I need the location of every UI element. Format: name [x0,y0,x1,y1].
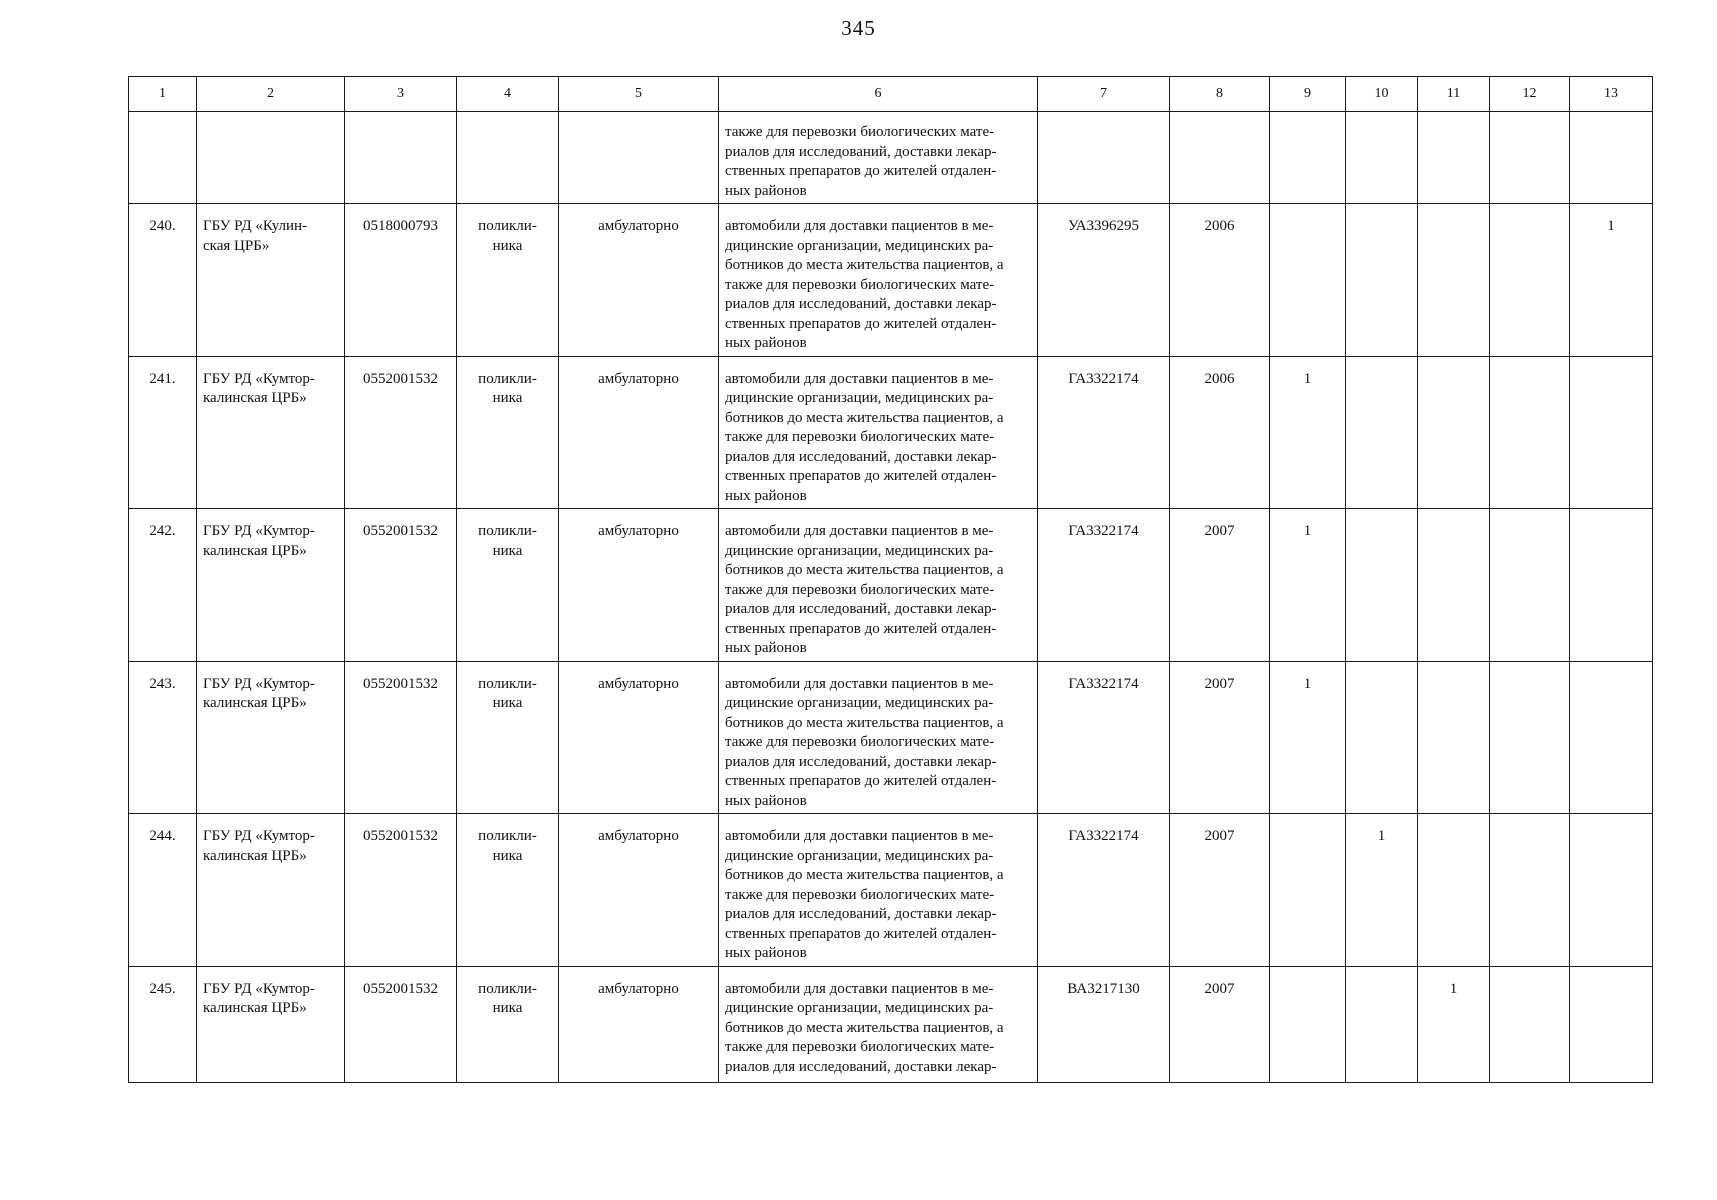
description-text: также для перевозки биологических мате- риалов для исследований, доставки лекар- ственных препаратов до жителей отдален- ных районов [725,124,997,199]
cell-col13 [1570,509,1653,662]
cell-org [197,509,345,662]
cell-col9 [1270,204,1346,357]
cell-col9 [1270,509,1346,662]
cell-col9 [1270,661,1346,814]
cell-num [129,509,197,662]
cell-org [197,356,345,509]
cell-inn [345,966,457,1082]
vehicle-registry-table [128,76,1653,1083]
cell-description [719,112,1038,204]
column-number-header-row [129,77,1653,112]
cell-col12 [1490,204,1570,357]
cell-num-text: 241. [149,370,176,387]
column-header: 1 [129,77,197,112]
cell-model [1038,356,1170,509]
table-row [129,356,1653,509]
cell-org-text: ГБУ РД «Кумтор- калинская ЦРБ» [203,523,315,559]
cell-num-text: 244. [149,828,176,844]
cell-col12 [1490,112,1570,204]
cell-inn-text: 0552001532 [363,370,438,387]
cell-col9-text: 1 [1303,675,1312,692]
cell-col13 [1570,112,1653,204]
cell-type [457,112,559,204]
cell-description-text: автомобили для доставки пациентов в ме- дицинские организации, медицинских ра- ботников до места жительства пациентов, а также для перевозки биологических мате- риалов для исследований, доставки лекар- ственных препаратов до жителей отдален- ных районов [725,675,1004,809]
cell-type-text: поликли- ника [478,828,537,864]
cell-col13 [1570,966,1653,1082]
cell-type-text: поликли- ника [478,523,537,559]
cell-inn-text: 0552001532 [363,828,438,844]
cell-col11 [1418,356,1490,509]
cell-inn [345,204,457,357]
cell-org-text: ГБУ РД «Кумтор- калинская ЦРБ» [203,828,315,864]
cell-col13 [1570,204,1653,357]
cell-org [197,966,345,1082]
cell-description [719,661,1038,814]
cell-inn [345,814,457,967]
cell-col9 [1270,112,1346,204]
cell-year [1170,112,1270,204]
column-header: 6 [719,77,1038,112]
cell-type [457,356,559,509]
cell-inn [345,509,457,662]
cell-condition [559,356,719,509]
cell-col12 [1490,966,1570,1082]
table-row [129,204,1653,357]
cell-condition-text: амбулаторно [598,675,679,692]
cell-col11 [1418,204,1490,357]
cell-col13 [1570,661,1653,814]
cell-inn-text: 0518000793 [363,218,438,234]
cell-model [1038,661,1170,814]
cell-year [1170,204,1270,357]
cell-condition-text: амбулаторно [598,828,679,844]
cell-type-text: поликли- ника [478,218,537,254]
cell-inn-text: 0552001532 [363,523,438,539]
cell-year-text: 2007 [1204,523,1235,539]
cell-col11 [1418,661,1490,814]
cell-condition [559,966,719,1082]
table-row [129,509,1653,662]
cell-description [719,204,1038,357]
cell-col11 [1418,814,1490,967]
cell-condition [559,204,719,357]
column-header: 2 [197,77,345,112]
cell-description-text: автомобили для доставки пациентов в ме- дицинские организации, медицинских ра- ботников до места жительства пациентов, а также для перевозки биологических мате- риалов для исследований, доставки лекар- ственных препаратов до жителей отдален- ных районов [725,218,1004,351]
cell-col10-text: 1 [1377,828,1386,844]
cell-type [457,509,559,662]
cell-org-text: ГБУ РД «Кумтор- калинская ЦРБ» [203,370,315,406]
cell-org [197,814,345,967]
cell-year [1170,814,1270,967]
cell-condition [559,661,719,814]
cell-description-text: автомобили для доставки пациентов в ме- дицинские организации, медицинских ра- ботников до места жительства пациентов, а также для перевозки биологических мате- риалов для исследований, доставки лекар- ственных препаратов до жителей отдален- ных районов [725,828,1004,961]
cell-model-text: ГА3322174 [1068,828,1139,844]
cell-col11 [1418,966,1490,1082]
table-row [129,814,1653,967]
cell-year-text: 2007 [1204,980,1235,997]
cell-inn-text: 0552001532 [363,980,438,997]
table-row [129,966,1653,1082]
cell-col12 [1490,509,1570,662]
table-row-continuation [129,112,1653,204]
column-header: 9 [1270,77,1346,112]
cell-year-text: 2006 [1204,370,1235,387]
cell-model [1038,966,1170,1082]
cell-col9 [1270,356,1346,509]
cell-model-text: ГА3322174 [1068,675,1139,692]
cell-inn [345,112,457,204]
cell-description-text: автомобили для доставки пациентов в ме- дицинские организации, медицинских ра- ботников до места жительства пациентов, а также для перевозки биологических мате- риалов для исследований, доставки лекар- [725,980,1004,1075]
cell-num [129,112,197,204]
cell-model [1038,509,1170,662]
column-header: 7 [1038,77,1170,112]
cell-col12 [1490,814,1570,967]
cell-col12 [1490,661,1570,814]
cell-col12 [1490,356,1570,509]
cell-condition-text: амбулаторно [598,523,679,539]
cell-condition-text: амбулаторно [598,218,679,234]
cell-condition [559,814,719,967]
table-row [129,661,1653,814]
cell-condition [559,112,719,204]
cell-model-text: ГА3322174 [1068,370,1139,387]
cell-num-text: 245. [149,980,176,997]
cell-condition-text: амбулаторно [598,980,679,997]
cell-num-text: 243. [149,675,176,692]
cell-inn [345,661,457,814]
cell-col9 [1270,966,1346,1082]
cell-description-text: автомобили для доставки пациентов в ме- дицинские организации, медицинских ра- ботников до места жительства пациентов, а также для перевозки биологических мате- риалов для исследований, доставки лекар- ственных препаратов до жителей отдален- ных районов [725,370,1004,504]
cell-org [197,204,345,357]
cell-num-text: 242. [149,523,176,539]
cell-type [457,204,559,357]
cell-num [129,204,197,357]
cell-inn [345,356,457,509]
cell-condition-text: амбулаторно [598,370,679,387]
cell-col9-text: 1 [1303,523,1312,539]
cell-description [719,966,1038,1082]
cell-year [1170,966,1270,1082]
cell-col9 [1270,814,1346,967]
cell-num-text: 240. [149,218,176,234]
cell-col10 [1346,112,1418,204]
cell-num [129,966,197,1082]
cell-org-text: ГБУ РД «Кумтор- калинская ЦРБ» [203,980,315,1016]
cell-inn-text: 0552001532 [363,675,438,692]
column-header: 5 [559,77,719,112]
cell-year [1170,509,1270,662]
column-header: 8 [1170,77,1270,112]
cell-type [457,814,559,967]
page-number: 345 [841,16,876,40]
cell-col11 [1418,509,1490,662]
cell-year-text: 2007 [1204,675,1235,692]
column-header: 4 [457,77,559,112]
cell-col10 [1346,204,1418,357]
cell-type-text: поликли- ника [478,675,537,711]
cell-col11 [1418,112,1490,204]
cell-org-text: ГБУ РД «Кулин- ская ЦРБ» [203,218,308,254]
cell-description [719,356,1038,509]
cell-col13 [1570,814,1653,967]
cell-org [197,661,345,814]
cell-year [1170,356,1270,509]
cell-col10 [1346,509,1418,662]
cell-org-text: ГБУ РД «Кумтор- калинская ЦРБ» [203,675,315,711]
column-header: 11 [1418,77,1490,112]
cell-model-text: ГА3322174 [1068,523,1139,539]
cell-org [197,112,345,204]
cell-model-text: УА3396295 [1067,218,1140,234]
cell-num [129,356,197,509]
cell-year-text: 2006 [1204,218,1235,234]
cell-num [129,814,197,967]
cell-col10 [1346,661,1418,814]
cell-model [1038,204,1170,357]
cell-col11-text: 1 [1449,980,1458,997]
cell-description [719,509,1038,662]
column-header: 3 [345,77,457,112]
cell-model [1038,814,1170,967]
cell-type-text: поликли- ника [478,370,537,406]
column-header: 12 [1490,77,1570,112]
cell-type [457,966,559,1082]
cell-type [457,661,559,814]
cell-num [129,661,197,814]
cell-col10 [1346,356,1418,509]
cell-col9-text: 1 [1303,370,1312,387]
cell-year-text: 2007 [1204,828,1235,844]
cell-type-text: поликли- ника [478,980,537,1016]
cell-col13 [1570,356,1653,509]
cell-model-text: ВА3217130 [1067,980,1140,997]
cell-condition [559,509,719,662]
cell-col10 [1346,814,1418,967]
cell-year [1170,661,1270,814]
cell-col10 [1346,966,1418,1082]
cell-description [719,814,1038,967]
cell-col13-text: 1 [1607,218,1615,234]
cell-model [1038,112,1170,204]
column-header: 10 [1346,77,1418,112]
cell-description-text: автомобили для доставки пациентов в ме- дицинские организации, медицинских ра- ботников до места жительства пациентов, а также для перевозки биологических мате- риалов для исследований, доставки лекар- ственных препаратов до жителей отдален- ных районов [725,523,1004,656]
column-header: 13 [1570,77,1653,112]
